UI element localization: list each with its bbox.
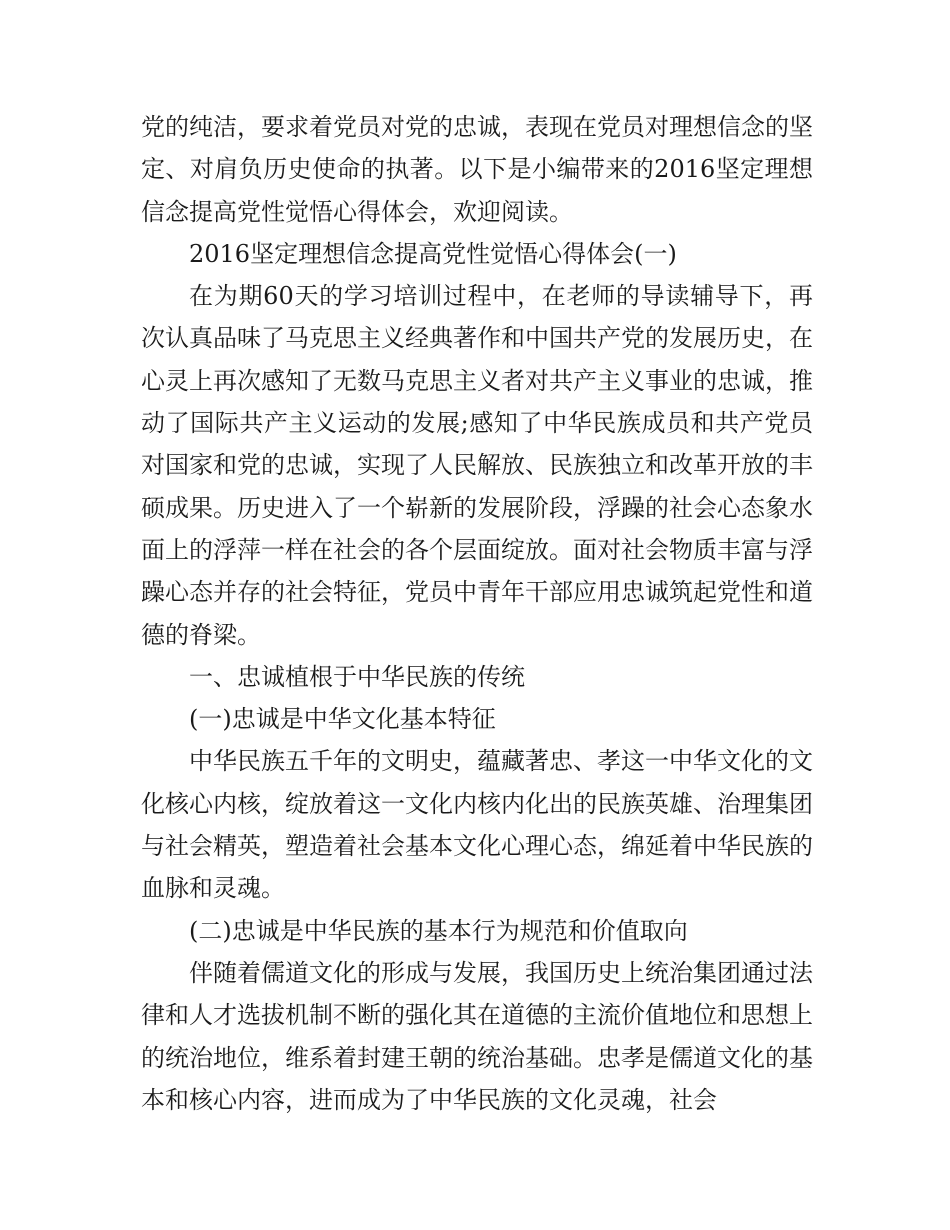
- subsection-heading-2: (二)忠诚是中华民族的基本行为规范和价值取向: [189, 916, 688, 945]
- body-paragraph-civilization: 中华民族五千年的文明史，蕴藏著忠、孝这一中华文化的文化核心内核，绽放着这一文化内核内化出的民族英雄、治理集团与社会精英，塑造着社会基本文化心理心态，绵延着中华民族的血脉和灵魂。: [141, 747, 813, 903]
- body-paragraph-training: 在为期60天的学习培训过程中，在老师的导读辅导下，再次认真品味了马克思主义经典著作和中国共产党的发展历史，在心灵上再次感知了无数马克思主义者对共产主义事业的忠诚，推动了国际共产主义运动的发展;感知了中华民族成员和共产党员对国家和党的忠诚，实现了人民解放、民族独立和改革开放的丰硕成果。历史进入了一个崭新的发展阶段，浮躁的社会心态象水面上的浮萍一样在社会的各个层面绽放。面对社会物质丰富与浮躁心态并存的社会特征，党员中青年干部应用忠诚筑起党性和道德的脊梁。: [141, 282, 813, 649]
- body-paragraph-confucian: 伴随着儒道文化的形成与发展，我国历史上统治集团通过法律和人才选拔机制不断的强化其在道德的主流价值地位和思想上的统治地位，维系着封建王朝的统治基础。忠孝是儒道文化的基本和核心内容，进而成为了中华民族的文化灵魂，社会: [141, 958, 813, 1114]
- subsection-heading-1: (一)忠诚是中华文化基本特征: [189, 705, 496, 734]
- intro-paragraph: 党的纯洁，要求着党员对党的忠诚，表现在党员对理想信念的坚定、对肩负历史使命的执著。以下是小编带来的2016坚定理想信念提高党性觉悟心得体会，欢迎阅读。: [141, 113, 813, 226]
- article-title-heading: 2016坚定理想信念提高党性觉悟心得体会(一): [189, 239, 677, 268]
- document-page: [141, 106, 813, 1121]
- section-heading-1: 一、忠诚植根于中华民族的传统: [189, 662, 525, 691]
